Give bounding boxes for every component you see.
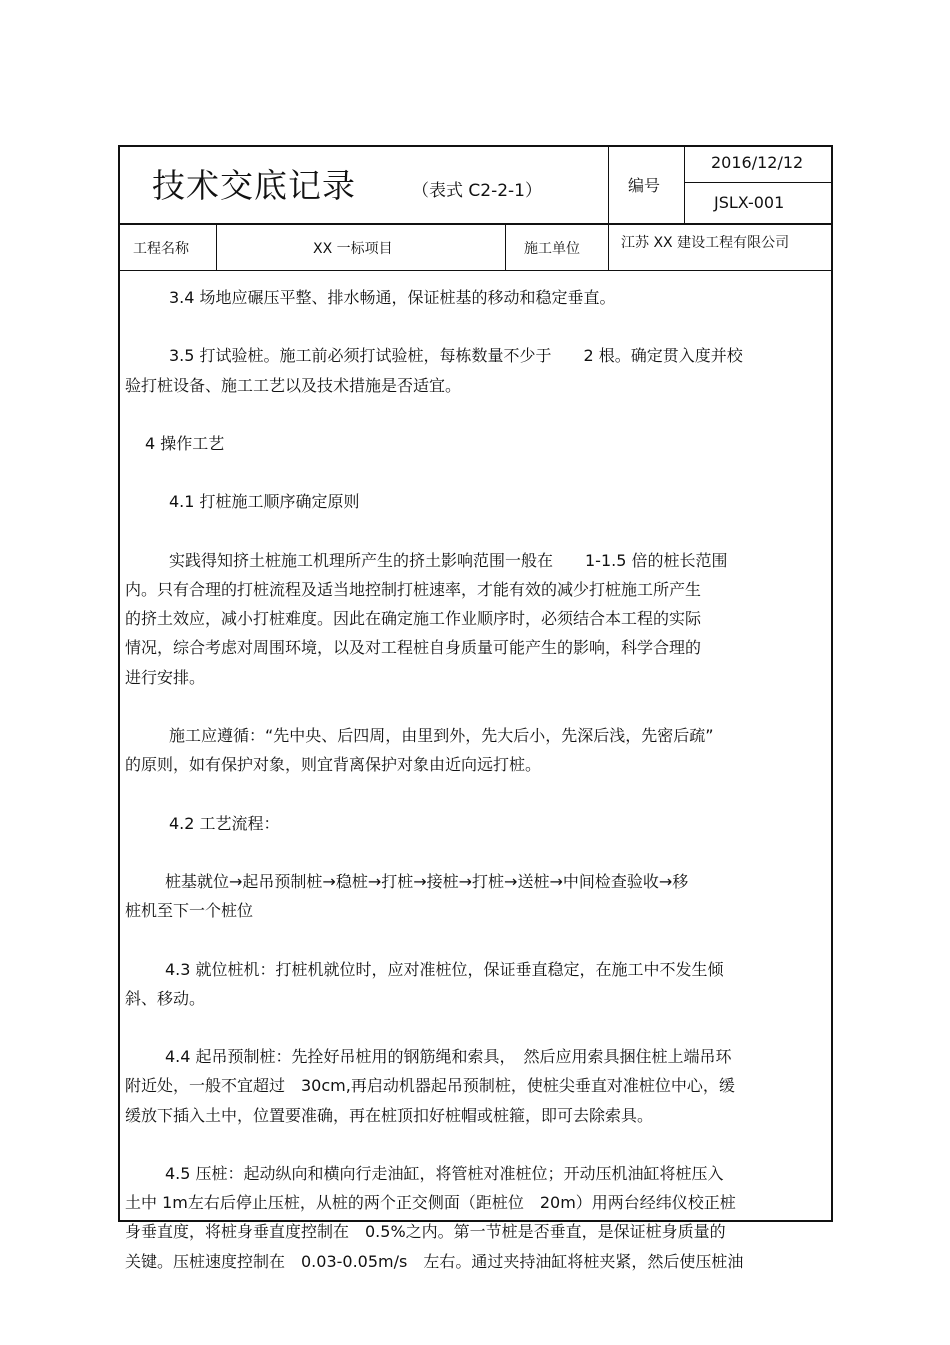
name-value-divider [505,224,506,271]
header-divider [118,223,833,225]
title-divider [608,145,609,271]
paragraph-process-flow: 桩基就位→起吊预制桩→稳桩→打桩→接桩→打桩→送桩→中间检查验收→移 桩机至下一个桩位 [125,871,689,921]
number-label: 编号 [628,176,661,195]
paragraph-3-4: 3.4 场地应碾压平整、排水畅通，保证桩基的移动和稳定垂直。 [169,288,616,307]
paragraph-4-3: 4.3 就位桩机：打桩机就位时，应对准桩位，保证垂直稳定，在施工中不发生倾 斜、移动。 [125,959,724,1008]
form-code: （表式 C2-2-1） [412,181,542,201]
section-4-1-heading: 4.1 打桩施工顺序确定原则 [169,492,360,512]
paragraph-4-4: 4.4 起吊预制桩：先拴好吊桩用的钢筋绳和索具， 然后应用索具捆住桩上端吊环 附近处，一般不宜超过 30cm,再启动机器起吊预制桩，使桩尖垂直对准桩位中心，缓 缓放下插入土中，位置要准确，再在桩顶扣好桩帽或桩箍，即可去除索具。 [125,1047,735,1125]
record-number: JSLX-001 [714,193,785,212]
info-row-divider [118,270,833,271]
disclosure-content [125,283,815,1305]
paragraph-principle: 施工应遵循：“先中央、后四周，由里到外，先大后小，先深后浅，先密后疏” 的原则，如有保护对象，则宜背离保护对象由近向远打桩。 [125,725,714,775]
construction-unit-label: 施工单位 [524,241,580,257]
document-title: 技术交底记录 [152,166,356,205]
section-4-heading: 4 操作工艺 [145,433,225,453]
paragraph-4-5: 4.5 压桩：起动纵向和横向行走油缸，将管桩对准桩位；开动压机油缸将桩压入 土中 1m左右后停止压桩，从桩的两个正交侧面（距桩位 20m）用两台经纬仪校正桩 身垂直度，将桩身垂直度控制在 0.5%之内。第一节桩是否垂直，是保证桩身质量的 关键。压桩速度控制在 0.03-0.05m/s 左右。通过夹持油缸将桩夹紧，然后使压桩油 [125,1163,744,1271]
project-name-value: XX 一标项目 [313,241,393,257]
paragraph-practice: 实践得知挤土桩施工机理所产生的挤土影响范围一般在 1-1.5 倍的桩长范围 内。只有合理的打桩流程及适当地控制打桩速率，才能有效的减少打桩施工所产生 的挤土效应，减小打桩难度。因此在确定施工作业顺序时，必须结合本工程的实际 情况，综合考虑对周围环境，以及对工程桩自身质量可能产生的影响，科学合理的 进行安排。 [125,550,728,687]
number-label-divider [684,145,685,224]
construction-unit-value: 江苏 XX 建设工程有限公司 [621,235,790,251]
project-name-label: 工程名称 [133,241,189,257]
section-4-2-heading: 4.2 工艺流程： [169,813,280,833]
number-cell-divider [684,182,833,183]
record-date: 2016/12/12 [711,153,804,172]
name-label-divider [216,224,217,271]
paragraph-3-5: 3.5 打试验桩。施工前必须打试验桩，每栋数量不少于 2 根。确定贯入度并校 验打桩设备、施工工艺以及技术措施是否适宜。 [125,346,743,395]
